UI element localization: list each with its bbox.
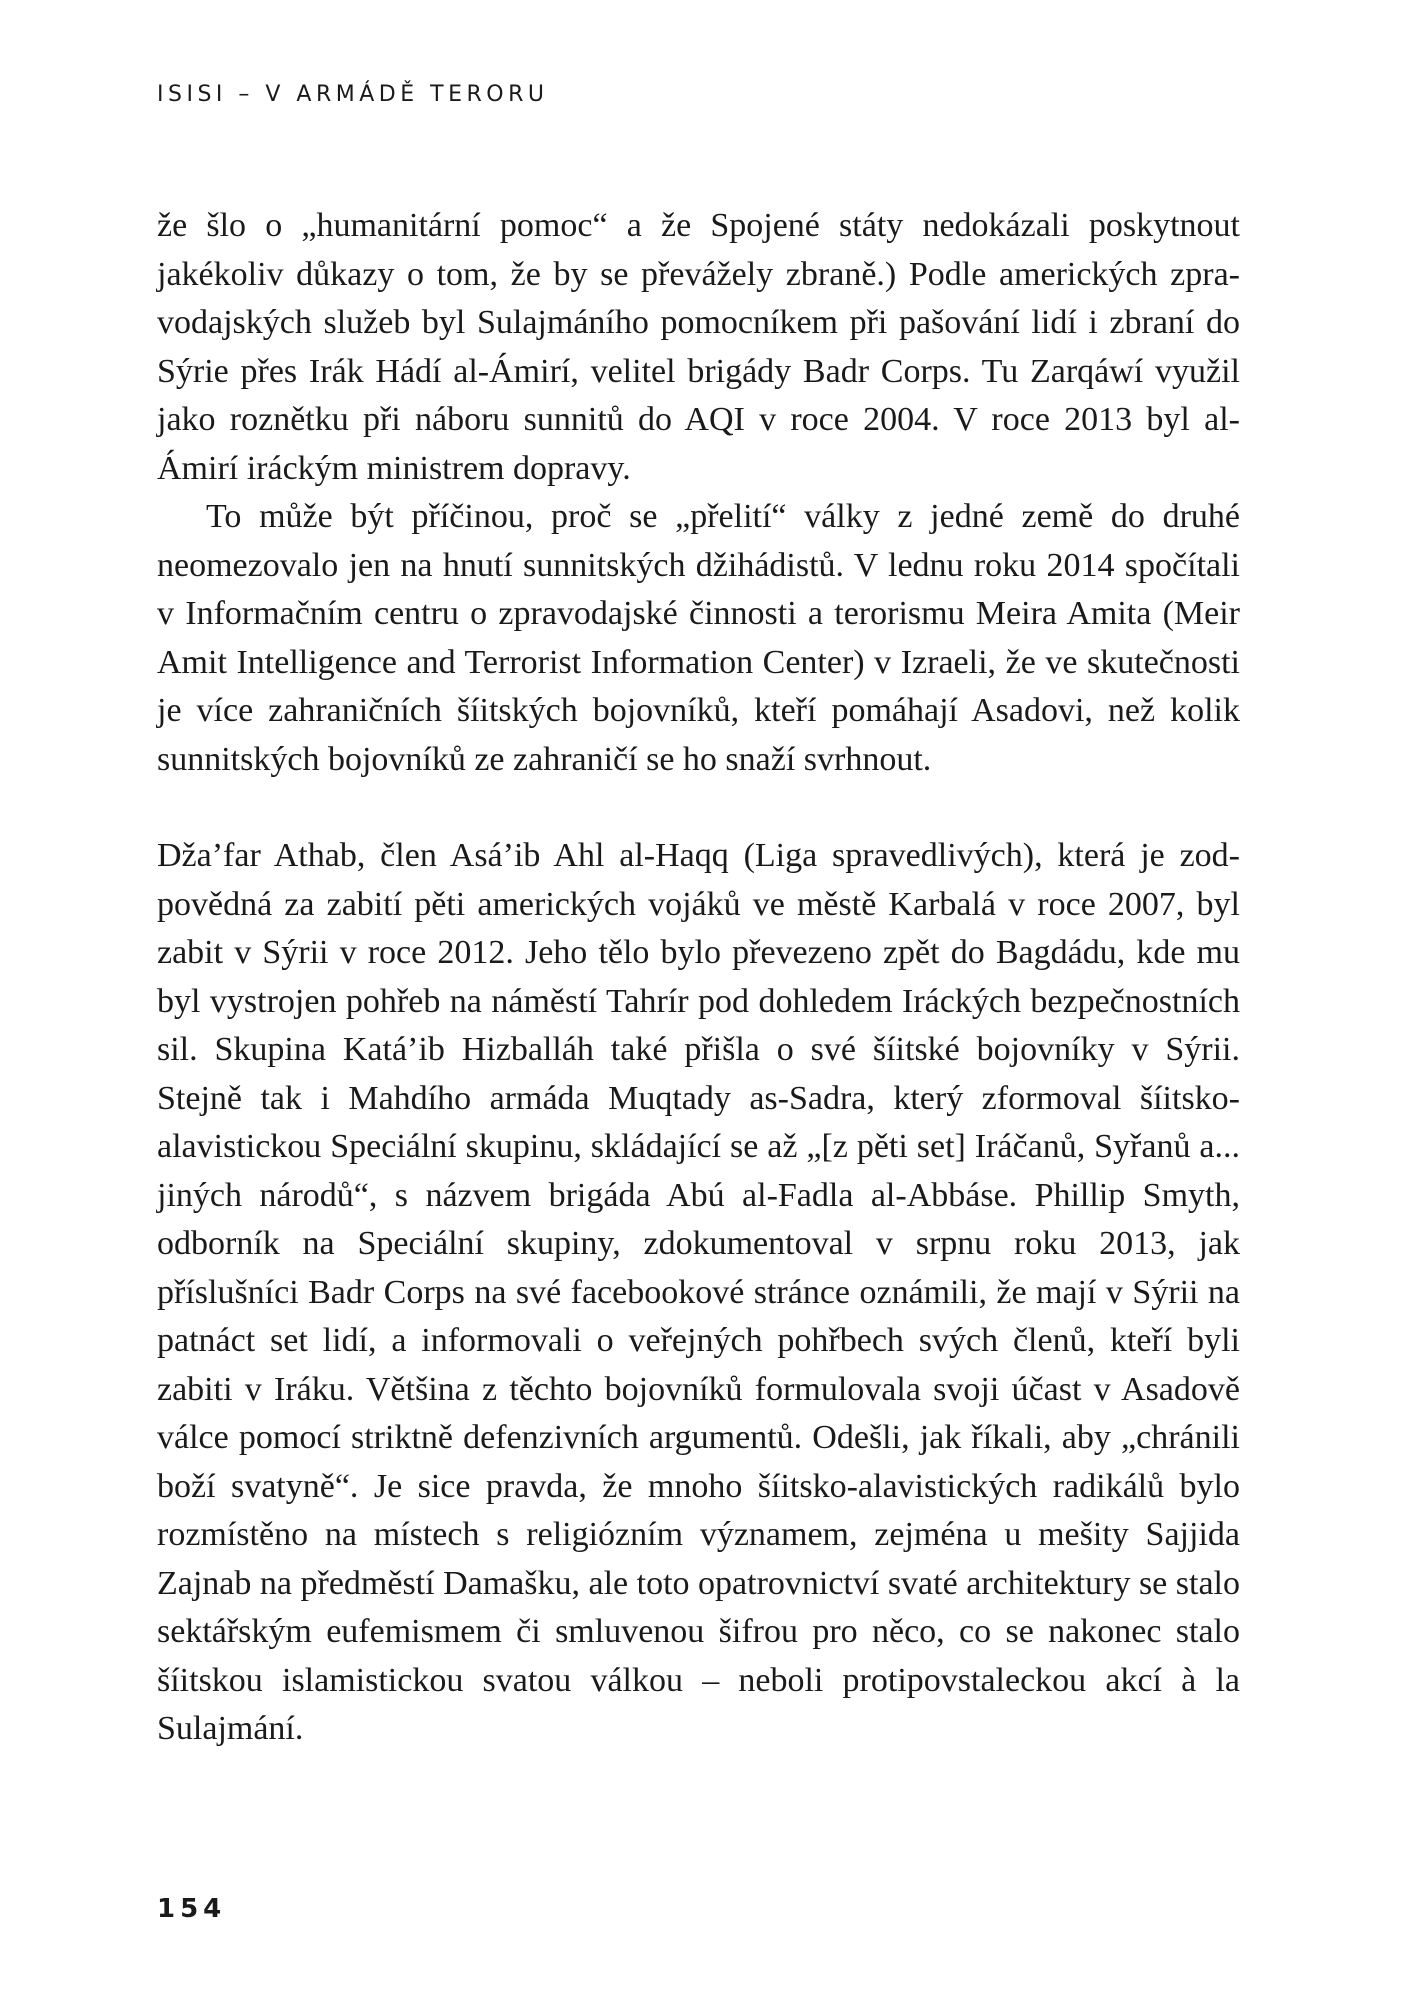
- paragraph-indented: To může být příčinou, proč se „přelití“ války z jedné země do druhé neomezovalo jen na hnutí sunnitských džihádistů. V lednu roku 2014 spočítali v Informačním centru o zpravodajské činnosti a terorismu Meira Amita (Meir Amit Intelligence and Terrorist Information Center) v Izraeli, že ve skutečnosti je více zahraničních šíitských bojovníků, kteří pomáhají Asadovi, než kolik sunnitských bojovníků ze zahraničí se ho snaží svrhnout.: [157, 498, 1240, 778]
- page-number: 154: [157, 1894, 227, 1924]
- body-text: [157, 202, 1240, 1754]
- paragraph-new-section: Dža’far Athab, člen Asá’ib Ahl al-Haqq (Liga spravedlivých), která je zodpovědná za zabití pěti amerických vojáků ve městě Karbalá v roce 2007, byl zabit v Sýrii v roce 2012. Jeho tělo bylo převezeno zpět do Bagdádu, kde mu byl vystrojen pohřeb na náměstí Tahrír pod dohledem Iráckých bezpečnostních sil. Skupina Katá’ib Hizballáh také přišla o své šíitské bojovníky v Sýrii. Stejně tak i Mahdího armáda Muqtady as-Sadra, který zformoval šíitsko-alavistickou Speciální skupinu, skládající se až „[z pěti set] Iráčanů, Syřanů a... jiných národů“, s názvem brigáda Abú al-Fadla al-Abbáse. Phillip Smyth, odborník na Speciální skupiny, zdokumentoval v srpnu roku 2013, jak příslušníci Badr Corps na své facebookové stránce oznámili, že mají v Sýrii na patnáct set lidí, a informovali o veřejných pohřbech svých členů, kteří byli zabiti v Iráku. Většina z těchto bojovníků formulovala svoji účast v Asadově válce pomocí striktně defenzivních argumentů. Odešli, jak říkali, aby „chránili boží svatyně“. Je sice pravda, že mnoho šíitsko-alavistických radikálů bylo rozmístěno na místech s religiózním významem, zejména u mešity Sajjida Zajnab na předměstí Damašku, ale toto opatrovnictví svaté architektury se stalo sektářským eufemismem či smluvenou šifrou pro něco, co se nakonec stalo šíitskou islamistickou svatou válkou – neboli protipovstaleckou akcí à la Sulajmání.: [157, 837, 1240, 1747]
- running-head: ISISI – V ARMÁDĚ TERORU: [157, 82, 549, 107]
- paragraph-continuation: že šlo o „humanitární pomoc“ a že Spojené státy nedokázali poskytnout jakékoliv důkazy o tom, že by se převážely zbraně.) Podle amerických zpravodajských služeb byl Sulajmáního pomocníkem při pašování lidí i zbraní do Sýrie přes Irák Hádí al-Ámirí, velitel brigády Badr Corps. Tu Zarqáwí využil jako roznětku při náboru sunnitů do AQI v roce 2004. V roce 2013 byl al-Ámirí iráckým ministrem dopravy.: [157, 207, 1240, 487]
